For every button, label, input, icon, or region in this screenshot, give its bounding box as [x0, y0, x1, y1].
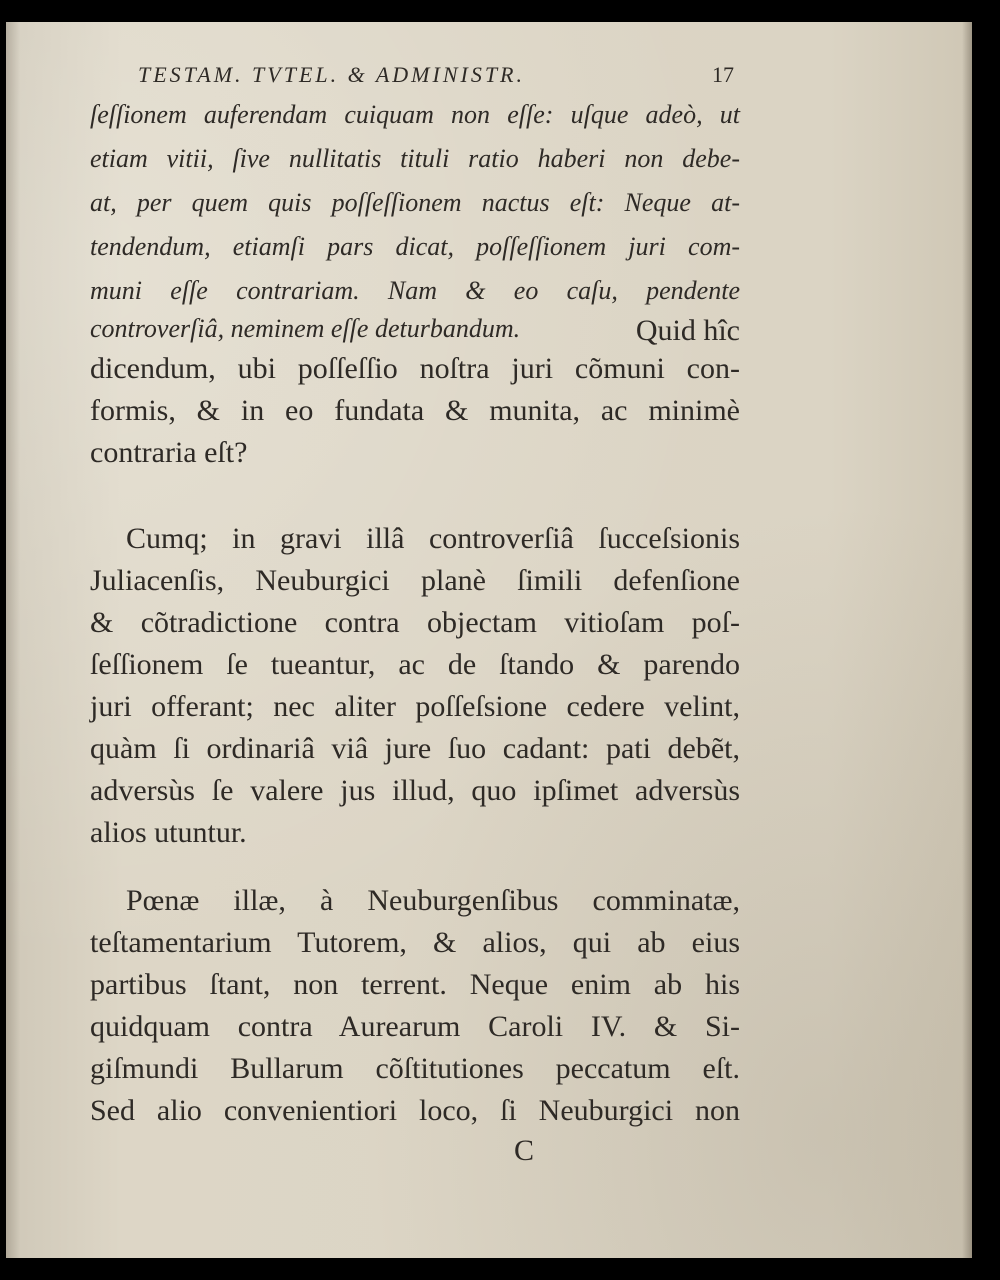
text-line: formis, & in eo fundata & munita, ac minimè	[90, 394, 740, 427]
text-line: ſeſſionem ſe tueantur, ac de ſtando & parendo	[90, 648, 740, 681]
text-line: Cumq; in gravi illâ controverſiâ ſucceſsionis	[126, 522, 740, 555]
text-line: at, per quem quis poſſeſſionem nactus eſt: Neque at-	[90, 188, 740, 217]
text-line: partibus ſtant, non terrent. Neque enim ab his	[90, 968, 740, 1001]
text-line: tendendum, etiamſi pars dicat, poſſeſſionem juri com-	[90, 232, 740, 261]
page-text	[6, 22, 972, 1258]
text-line: & cõtradictione contra objectam vitioſam poſ-	[90, 606, 740, 639]
book-page	[6, 22, 972, 1258]
text-line: quidquam contra Aurearum Caroli IV. & Si-	[90, 1010, 740, 1043]
text-line: adversùs ſe valere jus illud, quo ipſimet adversùs	[90, 774, 740, 807]
italic-segment: controverſiâ, neminem eſſe deturbandum.	[90, 314, 521, 343]
text-line-mixed	[90, 314, 740, 347]
text-line: Juliacenſis, Neuburgici planè ſimili defenſione	[90, 564, 740, 597]
text-line: contraria eſt?	[90, 436, 248, 469]
text-line: ſeſſionem auferendam cuiquam non eſſe: uſque adeò, ut	[90, 100, 740, 129]
text-line: quàm ſi ordinariâ viâ jure ſuo cadant: pati debẽt,	[90, 732, 740, 765]
page-number: 17	[712, 62, 734, 87]
text-line: dicendum, ubi poſſeſſio noſtra juri cõmuni con-	[90, 352, 740, 385]
text-line: Pœnæ illæ, à Neuburgenſibus comminatæ,	[126, 884, 740, 917]
running-head: TESTAM. TVTEL. & ADMINISTR.	[138, 62, 525, 87]
text-line: teſtamentarium Tutorem, & alios, qui ab eius	[90, 926, 740, 959]
text-line: muni eſſe contrariam. Nam & eo caſu, pendente	[90, 276, 740, 305]
text-line: giſmundi Bullarum cõſtitutiones peccatum eſt.	[90, 1052, 740, 1085]
roman-segment: Quid hîc	[635, 314, 740, 347]
signature-mark: C	[514, 1134, 535, 1167]
text-line: juri offerant; nec aliter poſſeſsione cedere velint,	[90, 690, 740, 723]
text-line: alios utuntur.	[90, 816, 247, 849]
text-line: etiam vitii, ſive nullitatis tituli ratio haberi non debe-	[90, 144, 740, 173]
text-line: Sed alio convenientiori loco, ſi Neuburgici non	[90, 1094, 740, 1127]
